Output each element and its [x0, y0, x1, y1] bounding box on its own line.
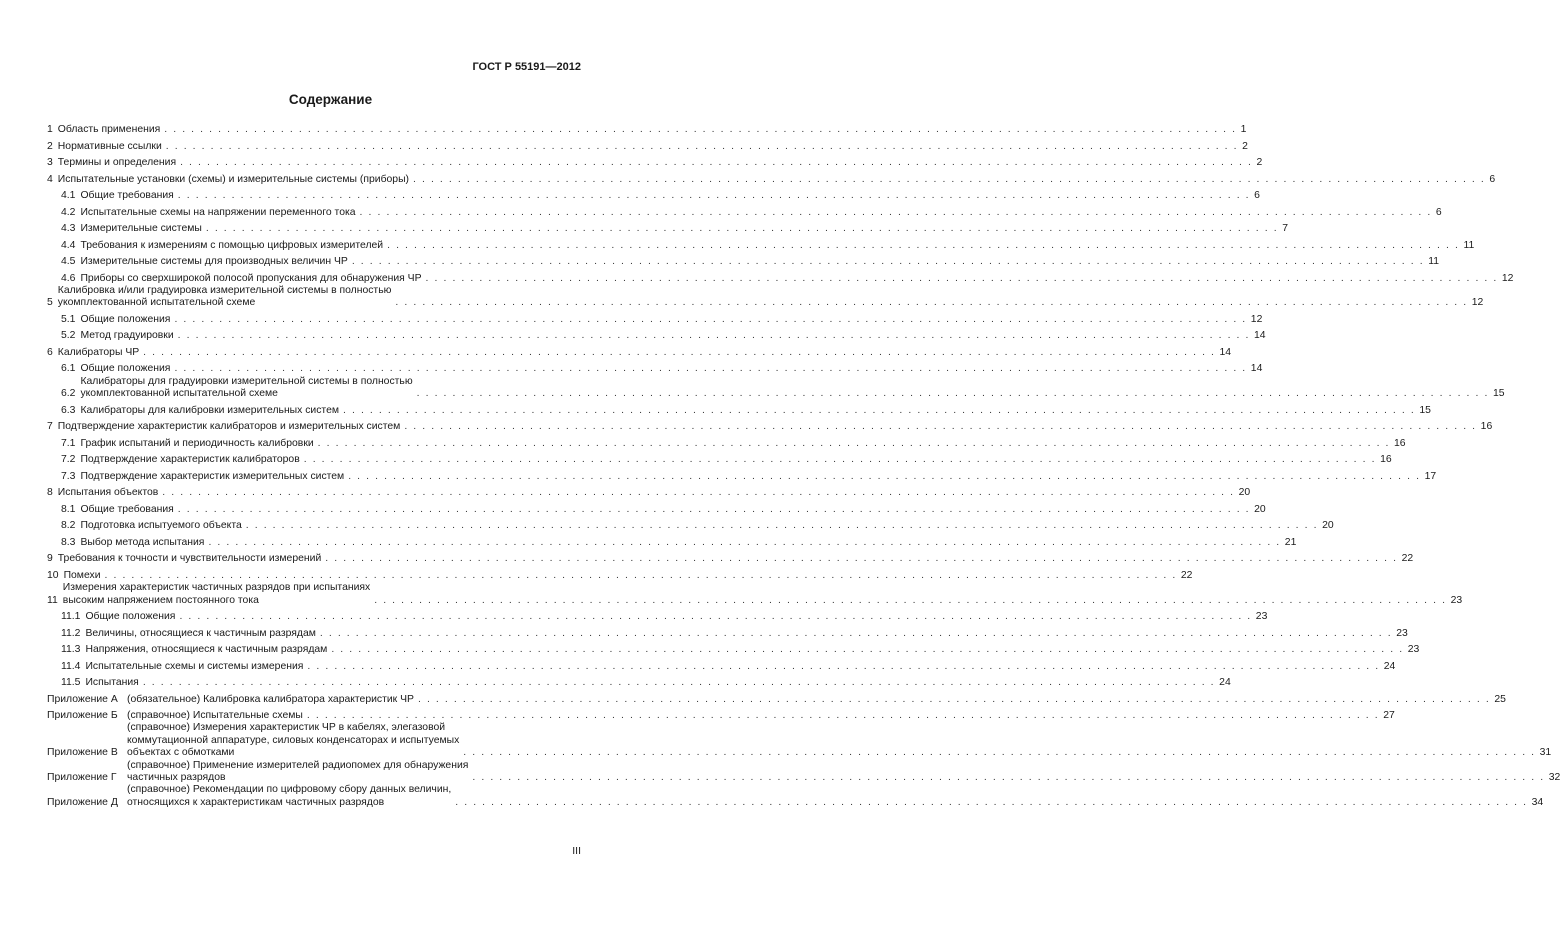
- toc-entry-title: Термины и определения: [57, 157, 177, 169]
- toc-entry-title: высоким напряжением постоянного тока: [62, 594, 259, 606]
- toc-entry[interactable]: [47, 326, 1266, 343]
- toc-entry-title: Калибраторы для калибровки измерительных систем: [80, 404, 339, 416]
- dot-leader: . . . . . . . . . . . . . . . . . . . . . . . . . . . . . . . . . . . . . . . . . . . . . . . . . . . . . . . . . . . . . . . . . . . . . . . . . . . . . . . . . . . . . . . . . . . . . . . . . . . . . . . . . . . . . . . . . . . . . . . .: [180, 157, 1253, 169]
- toc-entry-title: Помехи: [63, 569, 101, 581]
- toc-appendix-entry[interactable]: [47, 784, 1544, 809]
- dot-leader: . . . . . . . . . . . . . . . . . . . . . . . . . . . . . . . . . . . . . . . . . . . . . . . . . . . . . . . . . . . . . . . . . . . . . . . . . . . . . . . . . . . . . . . . . . . . . . . . . . . . . . . . . . . . . . . . . . . . . . . .: [164, 124, 1237, 136]
- toc-entry-page: 23: [1450, 594, 1463, 606]
- toc-entry-title: (справочное) Применение измерителей радиопомех для обнаружения: [127, 759, 469, 771]
- toc-entry-number: 11: [47, 594, 58, 606]
- toc-entry-page: 24: [1383, 660, 1396, 672]
- toc-entry-title: (обязательное) Калибровка калибратора характеристик ЧР: [127, 693, 414, 705]
- toc-entry[interactable]: [47, 137, 1248, 154]
- toc-entry-page: 27: [1383, 710, 1395, 722]
- toc-entry-page: 16: [1480, 421, 1493, 433]
- dot-leader: . . . . . . . . . . . . . . . . . . . . . . . . . . . . . . . . . . . . . . . . . . . . . . . . . . . . . . . . . . . . . . . . . . . . . . . . . . . . . . . . . . . . . . . . . . . . . . . . . . . . . . . . . . . . . . . . . . . . . . . .: [177, 330, 1250, 342]
- toc-appendix-entry[interactable]: [47, 722, 1552, 759]
- toc-entry-page: 16: [1394, 437, 1406, 449]
- toc-entry-page: 12: [1250, 313, 1263, 325]
- dot-leader: . . . . . . . . . . . . . . . . . . . . . . . . . . . . . . . . . . . . . . . . . . . . . . . . . . . . . . . . . . . . . . . . . . . . . . . . . . . . . . . . . . . . . . . . . . . . . . . . . . . . . . . . . . . . . . . . . . . . . . . .: [143, 346, 1216, 358]
- toc-entry-number: 11.3: [61, 644, 81, 656]
- dot-leader: . . . . . . . . . . . . . . . . . . . . . . . . . . . . . . . . . . . . . . . . . . . . . . . . . . . . . . . . . . . . . . . . . . . . . . . . . . . . . . . . . . . . . . . . . . . . . . . . . . . . . . . . . . . . . . . . . . . . . . . .: [425, 272, 1498, 284]
- dot-leader: . . . . . . . . . . . . . . . . . . . . . . . . . . . . . . . . . . . . . . . . . . . . . . . . . . . . . . . . . . . . . . . . . . . . . . . . . . . . . . . . . . . . . . . . . . . . . . . . . . . . . . . . . . . . . . . . . . . . . . . .: [317, 437, 1391, 449]
- toc-entry-number: 11.1: [61, 611, 81, 623]
- dot-leader: . . . . . . . . . . . . . . . . . . . . . . . . . . . . . . . . . . . . . . . . . . . . . . . . . . . . . . . . . . . . . . . . . . . . . . . . . . . . . . . . . . . . . . . . . . . . . . . . . . . . . . . . . . . . . . . . . . . . . . . .: [348, 470, 1421, 482]
- toc-entry-number: 7.1: [61, 437, 76, 449]
- toc-entry-page: 22: [1401, 553, 1414, 565]
- dot-leader: . . . . . . . . . . . . . . . . . . . . . . . . . . . . . . . . . . . . . . . . . . . . . . . . . . . . . . . . . . . . . . . . . . . . . . . . . . . . . . . . . . . . . . . . . . . . . . . . . . . . . . . . . . . . . . . . . . . . . . . .: [374, 594, 1447, 606]
- toc-entry-page: 1: [1240, 124, 1247, 136]
- toc-entry-page: 23: [1407, 644, 1420, 656]
- toc-entry-number: Приложение Б: [47, 710, 118, 722]
- toc-entry-page: 14: [1254, 330, 1266, 342]
- dot-leader: . . . . . . . . . . . . . . . . . . . . . . . . . . . . . . . . . . . . . . . . . . . . . . . . . . . . . . . . . . . . . . . . . . . . . . . . . . . . . . . . . . . . . . . . . . . . . . . . . . . . . . . . . . . . . . . . . . . . . . . .: [395, 297, 1468, 309]
- toc-entry-page: 15: [1492, 388, 1505, 400]
- toc-entry-number: 4.5: [61, 256, 76, 268]
- toc-entry-title: коммутационной аппаратуре, силовых конденсаторах и испытуемых: [127, 734, 460, 746]
- dot-leader: . . . . . . . . . . . . . . . . . . . . . . . . . . . . . . . . . . . . . . . . . . . . . . . . . . . . . . . . . . . . . . . . . . . . . . . . . . . . . . . . . . . . . . . . . . . . . . . . . . . . . . . . . . . . . . . . . . . . . . . .: [331, 644, 1404, 656]
- toc-entry-title: Подтверждение характеристик калибраторов и измерительных систем: [57, 421, 401, 433]
- dot-leader: . . . . . . . . . . . . . . . . . . . . . . . . . . . . . . . . . . . . . . . . . . . . . . . . . . . . . . . . . . . . . . . . . . . . . . . . . . . . . . . . . . . . . . . . . . . . . . . . . . . . . . . . . . . . . . . . . . . . . . . .: [245, 520, 1319, 532]
- toc-entry-page: 22: [1180, 569, 1193, 581]
- toc-entry-number: 7: [47, 421, 53, 433]
- toc-entry[interactable]: [47, 236, 1475, 253]
- toc-entry[interactable]: [47, 310, 1263, 327]
- toc-entry-title: Измерения характеристик частичных разрядов при испытаниях: [62, 582, 371, 594]
- toc-entry[interactable]: [47, 549, 1414, 566]
- toc-entry[interactable]: [47, 450, 1392, 467]
- toc-entry-number: 8.1: [61, 503, 76, 515]
- dot-leader: . . . . . . . . . . . . . . . . . . . . . . . . . . . . . . . . . . . . . . . . . . . . . . . . . . . . . . . . . . . . . . . . . . . . . . . . . . . . . . . . . . . . . . . . . . . . . . . . . . . . . . . . . . . . . . . . . . . . . . . .: [104, 569, 1177, 581]
- toc-entry-title: Измерительные системы для производных величин ЧР: [80, 256, 348, 268]
- toc-entry-title: Испытательные схемы и системы измерения: [85, 660, 304, 672]
- toc-entry[interactable]: [47, 607, 1268, 624]
- toc-entry[interactable]: [47, 269, 1514, 286]
- toc-entry[interactable]: [47, 516, 1334, 533]
- toc-entry-number: 11.5: [61, 677, 81, 689]
- toc-entry-page: 25: [1494, 693, 1506, 705]
- toc-entry[interactable]: [47, 375, 1505, 401]
- toc-entry-page: 31: [1539, 747, 1552, 759]
- dot-leader: . . . . . . . . . . . . . . . . . . . . . . . . . . . . . . . . . . . . . . . . . . . . . . . . . . . . . . . . . . . . . . . . . . . . . . . . . . . . . . . . . . . . . . . . . . . . . . . . . . . . . . . . . . . . . . . . . . . . . . . .: [455, 796, 1528, 808]
- toc-entry-number: 6: [47, 346, 53, 358]
- toc-entry-title: Выбор метода испытания: [80, 536, 205, 548]
- toc-entry-number: 11.4: [61, 660, 81, 672]
- toc-entry-number: 7.2: [61, 454, 76, 466]
- toc-entry-title: Общие требования: [80, 503, 174, 515]
- document-code: ГОСТ Р 55191—2012: [472, 61, 581, 73]
- dot-leader: . . . . . . . . . . . . . . . . . . . . . . . . . . . . . . . . . . . . . . . . . . . . . . . . . . . . . . . . . . . . . . . . . . . . . . . . . . . . . . . . . . . . . . . . . . . . . . . . . . . . . . . . . . . . . . . . . . . . . . . .: [208, 536, 1281, 548]
- dot-leader: . . . . . . . . . . . . . . . . . . . . . . . . . . . . . . . . . . . . . . . . . . . . . . . . . . . . . . . . . . . . . . . . . . . . . . . . . . . . . . . . . . . . . . . . . . . . . . . . . . . . . . . . . . . . . . . . . . . . . . . .: [417, 693, 1491, 705]
- toc-entry-page: 12: [1471, 297, 1484, 309]
- toc-entry-title: Подготовка испытуемого объекта: [80, 520, 242, 532]
- toc-entry-number: 6.2: [61, 388, 76, 400]
- toc-entry[interactable]: [47, 467, 1437, 484]
- dot-leader: . . . . . . . . . . . . . . . . . . . . . . . . . . . . . . . . . . . . . . . . . . . . . . . . . . . . . . . . . . . . . . . . . . . . . . . . . . . . . . . . . . . . . . . . . . . . . . . . . . . . . . . . . . . . . . . . . . . . . . . .: [472, 772, 1545, 784]
- toc-entry-page: 14: [1250, 363, 1263, 375]
- dot-leader: . . . . . . . . . . . . . . . . . . . . . . . . . . . . . . . . . . . . . . . . . . . . . . . . . . . . . . . . . . . . . . . . . . . . . . . . . . . . . . . . . . . . . . . . . . . . . . . . . . . . . . . . . . . . . . . . . . . . . . . .: [416, 388, 1489, 400]
- toc-entry[interactable]: [47, 673, 1231, 690]
- toc-entry-page: 11: [1463, 239, 1475, 251]
- toc-entry[interactable]: [47, 219, 1288, 236]
- toc-entry-number: 9: [47, 553, 53, 565]
- toc-entry-number: 5.1: [61, 313, 76, 325]
- toc-entry[interactable]: [47, 500, 1266, 517]
- toc-entry-page: 23: [1255, 611, 1268, 623]
- toc-entry-title: Требования к измерениям с помощью цифровых измерителей: [80, 239, 384, 251]
- toc-entry-number: 7.3: [61, 470, 76, 482]
- dot-leader: . . . . . . . . . . . . . . . . . . . . . . . . . . . . . . . . . . . . . . . . . . . . . . . . . . . . . . . . . . . . . . . . . . . . . . . . . . . . . . . . . . . . . . . . . . . . . . . . . . . . . . . . . . . . . . . . . . . . . . . .: [463, 747, 1536, 759]
- dot-leader: . . . . . . . . . . . . . . . . . . . . . . . . . . . . . . . . . . . . . . . . . . . . . . . . . . . . . . . . . . . . . . . . . . . . . . . . . . . . . . . . . . . . . . . . . . . . . . . . . . . . . . . . . . . . . . . . . . . . . . . .: [413, 173, 1486, 185]
- toc-entry-number: 4.1: [61, 190, 76, 202]
- toc-entry-title: частичных разрядов: [127, 772, 226, 784]
- toc-entry-title: Испытания объектов: [57, 487, 159, 499]
- toc-entry-page: 16: [1380, 454, 1392, 466]
- toc-entry-page: 34: [1531, 796, 1544, 808]
- toc-entry-title: объектах с обмотками: [127, 747, 235, 759]
- toc-entry[interactable]: [47, 186, 1260, 203]
- toc-entry-number: 6.3: [61, 404, 76, 416]
- toc-entry-title: Подтверждение характеристик измерительных систем: [80, 470, 345, 482]
- dot-leader: . . . . . . . . . . . . . . . . . . . . . . . . . . . . . . . . . . . . . . . . . . . . . . . . . . . . . . . . . . . . . . . . . . . . . . . . . . . . . . . . . . . . . . . . . . . . . . . . . . . . . . . . . . . . . . . . . . . . . . . .: [351, 256, 1425, 268]
- toc-entry-title: Напряжения, относящиеся к частичным разрядам: [85, 644, 328, 656]
- toc-entry[interactable]: [47, 343, 1232, 360]
- dot-leader: . . . . . . . . . . . . . . . . . . . . . . . . . . . . . . . . . . . . . . . . . . . . . . . . . . . . . . . . . . . . . . . . . . . . . . . . . . . . . . . . . . . . . . . . . . . . . . . . . . . . . . . . . . . . . . . . . . . . . . . .: [165, 140, 1239, 152]
- toc-entry-number: 5: [47, 297, 53, 309]
- toc-entry-title: Испытательные установки (схемы) и измерительные системы (приборы): [57, 173, 410, 185]
- toc-title: Содержание: [288, 92, 373, 107]
- toc-entry[interactable]: [47, 401, 1431, 418]
- dot-leader: . . . . . . . . . . . . . . . . . . . . . . . . . . . . . . . . . . . . . . . . . . . . . . . . . . . . . . . . . . . . . . . . . . . . . . . . . . . . . . . . . . . . . . . . . . . . . . . . . . . . . . . . . . . . . . . . . . . . . . . .: [325, 553, 1398, 565]
- toc-entry-title: Общие положения: [80, 363, 171, 375]
- dot-leader: . . . . . . . . . . . . . . . . . . . . . . . . . . . . . . . . . . . . . . . . . . . . . . . . . . . . . . . . . . . . . . . . . . . . . . . . . . . . . . . . . . . . . . . . . . . . . . . . . . . . . . . . . . . . . . . . . . . . . . . .: [205, 223, 1279, 235]
- toc-entry-title: укомплектованной испытательной схеме: [80, 388, 278, 400]
- toc-entry[interactable]: [47, 153, 1263, 170]
- toc-entry[interactable]: [47, 170, 1496, 187]
- toc-entry-number: 10: [47, 569, 59, 581]
- toc-entry-page: 20: [1322, 520, 1334, 532]
- toc-entry-title: Испытательные схемы на напряжении переменного тока: [80, 206, 356, 218]
- toc-entry[interactable]: [47, 483, 1251, 500]
- toc-entry[interactable]: [47, 120, 1247, 137]
- toc-entry-title: Калибраторы ЧР: [57, 346, 140, 358]
- toc-entry-title: Общие положения: [80, 313, 171, 325]
- dot-leader: . . . . . . . . . . . . . . . . . . . . . . . . . . . . . . . . . . . . . . . . . . . . . . . . . . . . . . . . . . . . . . . . . . . . . . . . . . . . . . . . . . . . . . . . . . . . . . . . . . . . . . . . . . . . . . . . . . . . . . . .: [179, 611, 1252, 623]
- toc-entry-page: 23: [1396, 627, 1408, 639]
- toc-entry-page: 15: [1419, 404, 1431, 416]
- toc-entry-number: 4.3: [61, 223, 76, 235]
- toc-entry-number: 4: [47, 173, 53, 185]
- toc-entry-title: Измерительные системы: [80, 223, 202, 235]
- toc-entry-title: Величины, относящиеся к частичным разрядам: [85, 627, 316, 639]
- toc-entry-page: 21: [1284, 536, 1297, 548]
- dot-leader: . . . . . . . . . . . . . . . . . . . . . . . . . . . . . . . . . . . . . . . . . . . . . . . . . . . . . . . . . . . . . . . . . . . . . . . . . . . . . . . . . . . . . . . . . . . . . . . . . . . . . . . . . . . . . . . . . . . . . . . .: [174, 313, 1247, 325]
- dot-leader: . . . . . . . . . . . . . . . . . . . . . . . . . . . . . . . . . . . . . . . . . . . . . . . . . . . . . . . . . . . . . . . . . . . . . . . . . . . . . . . . . . . . . . . . . . . . . . . . . . . . . . . . . . . . . . . . . . . . . . . .: [177, 503, 1251, 515]
- toc-entry-title: относящихся к характеристикам частичных разрядов: [127, 796, 385, 808]
- toc-entry-number: 11.2: [61, 627, 81, 639]
- toc-entry-title: Испытания: [85, 677, 139, 689]
- toc-entry-title: Подтверждение характеристик калибраторов: [80, 454, 300, 466]
- toc-entry[interactable]: [47, 203, 1442, 220]
- toc-entry[interactable]: [47, 252, 1439, 269]
- toc-entry-page: 20: [1238, 487, 1251, 499]
- dot-leader: . . . . . . . . . . . . . . . . . . . . . . . . . . . . . . . . . . . . . . . . . . . . . . . . . . . . . . . . . . . . . . . . . . . . . . . . . . . . . . . . . . . . . . . . . . . . . . . . . . . . . . . . . . . . . . . . . . . . . . . .: [162, 487, 1235, 499]
- toc-entry-number: 4.2: [61, 206, 76, 218]
- toc-entry[interactable]: [47, 582, 1463, 607]
- toc-entry-number: 8.3: [61, 536, 76, 548]
- toc-entry-title: Нормативные ссылки: [57, 140, 162, 152]
- dot-leader: . . . . . . . . . . . . . . . . . . . . . . . . . . . . . . . . . . . . . . . . . . . . . . . . . . . . . . . . . . . . . . . . . . . . . . . . . . . . . . . . . . . . . . . . . . . . . . . . . . . . . . . . . . . . . . . . . . . . . . . .: [142, 677, 1216, 689]
- toc-entry-page: 2: [1242, 140, 1248, 152]
- dot-leader: . . . . . . . . . . . . . . . . . . . . . . . . . . . . . . . . . . . . . . . . . . . . . . . . . . . . . . . . . . . . . . . . . . . . . . . . . . . . . . . . . . . . . . . . . . . . . . . . . . . . . . . . . . . . . . . . . . . . . . . .: [174, 363, 1247, 375]
- toc-entry-number: 5.2: [61, 330, 76, 342]
- toc-entry[interactable]: [47, 434, 1406, 451]
- toc-entry-number: Приложение Г: [47, 772, 117, 784]
- toc-entry-page: 6: [1489, 173, 1496, 185]
- toc-entry[interactable]: [47, 417, 1493, 434]
- toc-entry[interactable]: [47, 623, 1408, 640]
- toc-appendix-entry[interactable]: [47, 689, 1506, 706]
- toc-entry-title: Калибровка и/или градуировка измерительной системы в полностью: [57, 285, 392, 296]
- dot-leader: . . . . . . . . . . . . . . . . . . . . . . . . . . . . . . . . . . . . . . . . . . . . . . . . . . . . . . . . . . . . . . . . . . . . . . . . . . . . . . . . . . . . . . . . . . . . . . . . . . . . . . . . . . . . . . . . . . . . . . . .: [306, 710, 1380, 722]
- dot-leader: . . . . . . . . . . . . . . . . . . . . . . . . . . . . . . . . . . . . . . . . . . . . . . . . . . . . . . . . . . . . . . . . . . . . . . . . . . . . . . . . . . . . . . . . . . . . . . . . . . . . . . . . . . . . . . . . . . . . . . . .: [307, 660, 1380, 672]
- toc-entry-title: (справочное) Рекомендации по цифровому сбору данных величин,: [127, 784, 452, 796]
- toc-appendix-entry[interactable]: [47, 706, 1395, 723]
- toc-entry-title: Требования к точности и чувствительности измерений: [57, 553, 322, 565]
- table-of-contents: [47, 120, 1560, 809]
- page-number: III: [572, 845, 581, 857]
- toc-entry-page: 14: [1219, 346, 1232, 358]
- toc-entry-title: Калибраторы для градуировки измерительной системы в полностью: [80, 375, 413, 387]
- toc-entry-page: 11: [1428, 256, 1439, 268]
- toc-entry[interactable]: [47, 285, 1484, 310]
- dot-leader: . . . . . . . . . . . . . . . . . . . . . . . . . . . . . . . . . . . . . . . . . . . . . . . . . . . . . . . . . . . . . . . . . . . . . . . . . . . . . . . . . . . . . . . . . . . . . . . . . . . . . . . . . . . . . . . . . . . . . . . .: [387, 239, 1460, 251]
- toc-entry-title: (справочное) Испытательные схемы: [127, 710, 303, 722]
- toc-entry-title: График испытаний и периодичность калибровки: [80, 437, 314, 449]
- toc-entry-number: 8.2: [61, 520, 76, 532]
- toc-entry-title: Область применения: [57, 124, 161, 136]
- toc-entry-number: Приложение Д: [47, 796, 118, 808]
- toc-entry[interactable]: [47, 656, 1396, 673]
- toc-entry-number: 8: [47, 487, 53, 499]
- toc-entry-title: Приборы со сверхширокой полосой пропускания для обнаружения ЧР: [80, 272, 422, 284]
- toc-entry-page: 17: [1424, 470, 1437, 482]
- dot-leader: . . . . . . . . . . . . . . . . . . . . . . . . . . . . . . . . . . . . . . . . . . . . . . . . . . . . . . . . . . . . . . . . . . . . . . . . . . . . . . . . . . . . . . . . . . . . . . . . . . . . . . . . . . . . . . . . . . . . . . . .: [343, 404, 1416, 416]
- toc-entry-page: 24: [1219, 677, 1231, 689]
- toc-entry-page: 20: [1254, 503, 1266, 515]
- toc-entry-title: Метод градуировки: [80, 330, 174, 342]
- toc-entry-number: 4.6: [61, 272, 76, 284]
- toc-entry[interactable]: [47, 359, 1263, 376]
- dot-leader: . . . . . . . . . . . . . . . . . . . . . . . . . . . . . . . . . . . . . . . . . . . . . . . . . . . . . . . . . . . . . . . . . . . . . . . . . . . . . . . . . . . . . . . . . . . . . . . . . . . . . . . . . . . . . . . . . . . . . . . .: [177, 190, 1251, 202]
- toc-entry-title: (справочное) Измерения характеристик ЧР в кабелях, элегазовой: [127, 722, 446, 734]
- toc-entry[interactable]: [47, 533, 1297, 550]
- toc-entry-page: 7: [1282, 223, 1288, 235]
- toc-entry-page: 6: [1254, 190, 1260, 202]
- toc-entry-title: укомплектованной испытательной схеме: [57, 297, 256, 309]
- dot-leader: . . . . . . . . . . . . . . . . . . . . . . . . . . . . . . . . . . . . . . . . . . . . . . . . . . . . . . . . . . . . . . . . . . . . . . . . . . . . . . . . . . . . . . . . . . . . . . . . . . . . . . . . . . . . . . . . . . . . . . . .: [319, 627, 1393, 639]
- toc-entry-title: Общие требования: [80, 190, 174, 202]
- toc-appendix-entry[interactable]: [47, 759, 1560, 785]
- toc-entry[interactable]: [47, 640, 1420, 657]
- toc-entry-title: Общие положения: [85, 611, 176, 623]
- toc-entry-number: 2: [47, 140, 53, 152]
- toc-entry-page: 2: [1256, 157, 1263, 169]
- toc-entry-number: Приложение В: [47, 747, 118, 759]
- toc-entry-number: 3: [47, 157, 53, 169]
- dot-leader: . . . . . . . . . . . . . . . . . . . . . . . . . . . . . . . . . . . . . . . . . . . . . . . . . . . . . . . . . . . . . . . . . . . . . . . . . . . . . . . . . . . . . . . . . . . . . . . . . . . . . . . . . . . . . . . . . . . . . . . .: [303, 454, 1377, 466]
- dot-leader: . . . . . . . . . . . . . . . . . . . . . . . . . . . . . . . . . . . . . . . . . . . . . . . . . . . . . . . . . . . . . . . . . . . . . . . . . . . . . . . . . . . . . . . . . . . . . . . . . . . . . . . . . . . . . . . . . . . . . . . .: [359, 206, 1432, 218]
- toc-entry[interactable]: [47, 566, 1193, 583]
- toc-entry-page: 32: [1548, 772, 1560, 784]
- toc-entry-page: 6: [1435, 206, 1442, 218]
- toc-entry-number: Приложение А: [47, 693, 118, 705]
- toc-entry-number: 4.4: [61, 239, 76, 251]
- toc-entry-number: 6.1: [61, 363, 76, 375]
- toc-entry-page: 12: [1501, 272, 1514, 284]
- dot-leader: . . . . . . . . . . . . . . . . . . . . . . . . . . . . . . . . . . . . . . . . . . . . . . . . . . . . . . . . . . . . . . . . . . . . . . . . . . . . . . . . . . . . . . . . . . . . . . . . . . . . . . . . . . . . . . . . . . . . . . . .: [404, 421, 1477, 433]
- toc-entry-number: 1: [47, 124, 53, 136]
